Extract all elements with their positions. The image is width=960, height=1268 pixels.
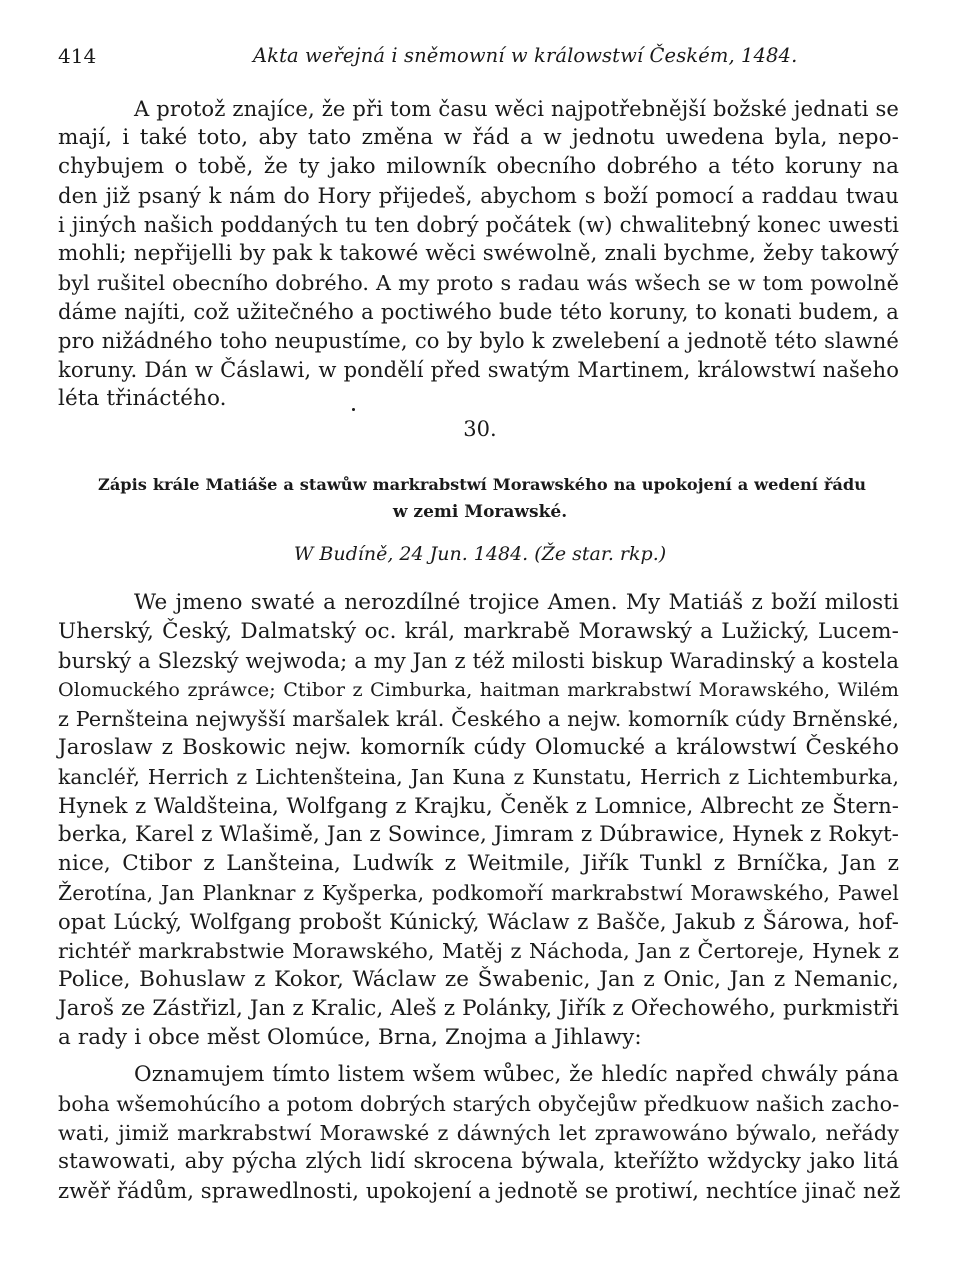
text-line: léta třináctého. (58, 386, 227, 411)
text-line: dáme najíti, což užitečného a poctiwého bude této koruny, to konati budem, a (58, 299, 899, 324)
text-line: burský a Slezský wejwoda; a my Jan z též milosti biskup Waradinský a kostela (58, 648, 899, 673)
text-line: nice, Ctibor z Lanšteina, Ludwík z Weitmile, Jiřík Tunkl z Brníčka, Jan z (58, 851, 899, 876)
text-line: Hynek z Waldšteina, Wolfgang z Krajku, Čeněk z Lomnice, Albrecht ze Štern- (58, 793, 899, 818)
page-header (58, 44, 900, 76)
text-line: den již psaný k nám do Hory přijedeš, abychom s boží pomocí a raddau twau (58, 183, 899, 208)
text-line: i jiných našich poddaných tu ten dobrý počátek (w) chwalitebný konec uwesti (58, 212, 899, 237)
text-line: pro nižádného toho neupustíme, co by bylo k zwelebení a jednotě této slawné (58, 328, 899, 353)
text-line: Jaroslaw z Boskowic nejw. komorník cúdy Olomucké a králowstwí Českého (58, 735, 899, 760)
text-line: berka, Karel z Wlašimě, Jan z Sowince, Jimram z Dúbrawice, Hynek z Rokyt- (58, 822, 900, 847)
text-line: a rady i obce měst Olomúce, Brna, Znojma a Jihlawy: (58, 1025, 642, 1050)
page-number: 414 (58, 44, 97, 68)
text-line: Jaroš ze Zástřizl, Jan z Kralic, Aleš z Polánky, Jiřík z Ořechowého, purkmistři (58, 996, 899, 1021)
document-number: 30. (463, 417, 497, 441)
text-line: zwěř řádům, sprawedlnosti, upokojení a jednotě se protiwí, nechtíce jinač než (58, 1178, 901, 1203)
text-line: koruny. Dán w Čáslawi, w pondělí před swatým Martinem, králowstwí našeho (58, 357, 899, 382)
text-line: Žerotína, Jan Planknar z Kyšperka, podkomoří markrabstwí Morawského, Pawel (58, 881, 899, 905)
text-line: Olomuckého zpráwce; Ctibor z Cimburka, haitman markrabstwí Morawského, Wilém (58, 678, 899, 701)
text-line: opat Lúcký, Wolfgang probošt Kúnický, Wáclaw z Bašče, Jakub z Šárowa, hof- (58, 909, 899, 934)
text-line: boha wšemohúcího a potom dobrých starých obyčejůw předkuow našich zacho- (58, 1092, 900, 1116)
text-line: mají, i také toto, aby tato změna w řád a w jednotu uwedena byla, nepo- (58, 125, 899, 150)
document-heading-line-2: w zemi Morawské. (392, 502, 568, 522)
text-line: We jmeno swaté a nerozdílné trojice Amen. My Matiáš z boží milosti (134, 590, 899, 615)
text-line: mohli; nepřijelli by pak k takowé wěci swéwolně, znali bychme, žeby takowý (58, 241, 899, 266)
text-line: byl rušitel obecního dobrého. A my proto s radau wás wšech se w tom powolně (58, 271, 899, 295)
text-line: stawowati, aby pýcha zlých lidí skrocena býwala, kteřížto wždycky jako litá (58, 1149, 899, 1174)
text-line: Uherský, Český, Dalmatský oc. král, markrabě Morawský a Lužický, Lucem- (58, 619, 899, 644)
text-line: kancléř, Herrich z Lichtenšteina, Jan Kuna z Kunstatu, Herrich z Lichtemburka, (58, 765, 899, 789)
document-heading-line-1: Zápis krále Matiáše a stawůw markrabstwí Morawského na upokojení a wedení řádu (98, 475, 866, 494)
text-line: z Pernšteina nejwyšší maršalek král. Českého a nejw. komorník cúdy Brněnské, (58, 707, 899, 731)
text-line: richtéř markrabstwie Morawského, Matěj z Náchoda, Jan z Čertoreje, Hynek z (58, 939, 899, 963)
text-line: Oznamujem tímto listem wšem wůbec, že hledíc napřed chwály pána (134, 1062, 899, 1087)
running-title: Akta weřejná i sněmowní w králowstwí Českém, 1484. (253, 44, 798, 67)
text-line: chybujem o tobě, že ty jako milowník obecního dobrého a této koruny na (58, 154, 899, 179)
dateline: W Budíně, 24 Jun. 1484. (Že star. rkp.) (293, 543, 667, 565)
text-line: wati, jimiž markrabstwí Morawské z dáwných let zprawowáno býwalo, neřády (58, 1121, 899, 1145)
text-line: A protož znajíce, že při tom času wěci najpotřebnější božské jednati se (134, 96, 899, 121)
stray-dot (352, 408, 355, 411)
text-line: Police, Bohuslaw z Kokor, Wáclaw ze Šwabenic, Jan z Onic, Jan z Nemanic, (58, 967, 899, 992)
